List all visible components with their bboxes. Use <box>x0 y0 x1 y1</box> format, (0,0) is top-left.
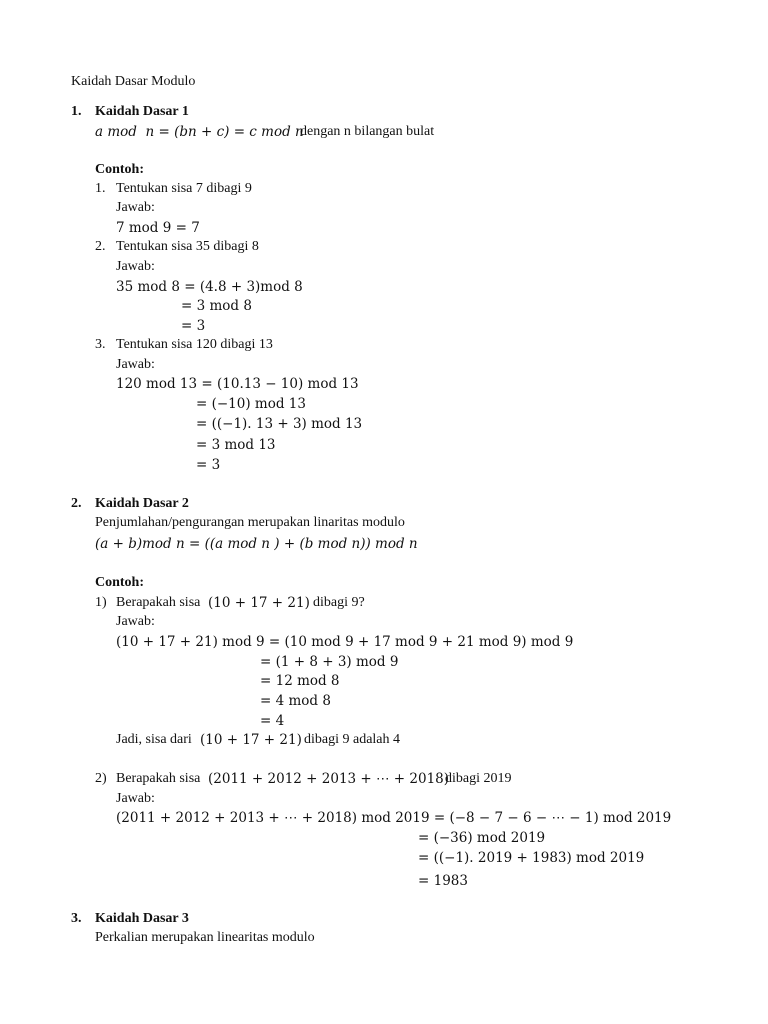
rule3-title: Kaidah Dasar 3 <box>95 911 189 926</box>
rule1-ex2-jawab: Jawab: <box>116 259 155 274</box>
rule1-number: 1. <box>71 104 82 119</box>
rule2-ex2-line: (2011 + 2012 + 2013 + ⋯ + 2018) mod 2019 = (−8 − 7 − 6 − ⋯ − 1) mod 2019 <box>116 810 672 826</box>
rule1-ex3-number: 3. <box>95 337 106 352</box>
rule1-ex3-line: 120 mod 13 = (10.13 − 10) mod 13 <box>116 376 359 392</box>
rule2-formula: (a + b)mod n = ((a mod n ) + (b mod n)) mod n <box>95 536 418 552</box>
rule1-ex2-line: = 3 <box>181 318 206 334</box>
rule2-ex1-line: = 4 <box>260 713 285 729</box>
rule2-ex2-question-math: (2011 + 2012 + 2013 + ⋯ + 2018) <box>208 771 450 787</box>
rule2-ex2-line: = ((−1). 2019 + 1983) mod 2019 <box>418 850 645 866</box>
rule1-ex1-jawab: Jawab: <box>116 200 155 215</box>
rule1-ex2-line: = 3 mod 8 <box>181 298 252 314</box>
rule2-ex1-line: = 12 mod 8 <box>260 673 340 689</box>
rule2-number: 2. <box>71 496 82 511</box>
rule1-ex3-question: Tentukan sisa 120 dibagi 13 <box>116 337 273 352</box>
rule1-contoh-label: Contoh: <box>95 162 145 177</box>
rule1-ex1-question: Tentukan sisa 7 dibagi 9 <box>116 181 252 196</box>
rule3-description: Perkalian merupakan linearitas modulo <box>95 930 315 945</box>
rule2-ex1-line: (10 + 17 + 21) mod 9 = (10 mod 9 + 17 mod 9 + 21 mod 9) mod 9 <box>116 634 574 650</box>
rule2-ex2-jawab: Jawab: <box>116 791 155 806</box>
rule2-ex2-line: = 1983 <box>418 873 468 889</box>
rule1-ex3-line: = 3 <box>196 457 221 473</box>
rule2-ex1-line: = (1 + 8 + 3) mod 9 <box>260 654 399 670</box>
rule2-ex1-conclusion-math: (10 + 17 + 21) <box>200 732 302 748</box>
rule2-ex2-question-post: dibagi 2019 <box>445 771 512 786</box>
rule1-formula: a mod n = (bn + c) = c mod n <box>95 124 304 140</box>
rule2-title: Kaidah Dasar 2 <box>95 496 189 511</box>
rule2-ex2-question-pre: Berapakah sisa <box>116 771 201 786</box>
rule3-number: 3. <box>71 911 82 926</box>
rule1-ex1-line: 7 mod 9 = 7 <box>116 220 200 236</box>
rule1-ex3-line: = (−10) mod 13 <box>196 396 306 412</box>
rule2-contoh-label: Contoh: <box>95 575 145 590</box>
rule2-ex2-line: = (−36) mod 2019 <box>418 830 546 846</box>
rule2-ex2-number: 2) <box>95 771 107 786</box>
rule1-ex2-question: Tentukan sisa 35 dibagi 8 <box>116 239 259 254</box>
document-title: Kaidah Dasar Modulo <box>71 74 196 89</box>
rule1-ex2-line: 35 mod 8 = (4.8 + 3)mod 8 <box>116 279 303 295</box>
rule1-ex1-number: 1. <box>95 181 106 196</box>
rule2-description: Penjumlahan/pengurangan merupakan linaritas modulo <box>95 515 405 530</box>
rule2-ex1-question-post: dibagi 9? <box>313 595 365 610</box>
rule1-ex3-jawab: Jawab: <box>116 357 155 372</box>
rule2-ex1-question-math: (10 + 17 + 21) <box>208 595 310 611</box>
rule2-ex1-conclusion-post: dibagi 9 adalah 4 <box>304 732 401 747</box>
rule2-ex1-number: 1) <box>95 595 107 610</box>
rule1-title: Kaidah Dasar 1 <box>95 104 189 119</box>
rule1-ex3-line: = 3 mod 13 <box>196 437 276 453</box>
rule2-ex1-question-pre: Berapakah sisa <box>116 595 201 610</box>
rule2-ex1-line: = 4 mod 8 <box>260 693 331 709</box>
rule2-ex1-jawab: Jawab: <box>116 614 155 629</box>
rule1-formula-suffix: dengan n bilangan bulat <box>300 124 435 139</box>
rule1-ex3-line: = ((−1). 13 + 3) mod 13 <box>196 416 363 432</box>
rule2-ex1-conclusion-pre: Jadi, sisa dari <box>116 732 192 747</box>
rule1-ex2-number: 2. <box>95 239 106 254</box>
